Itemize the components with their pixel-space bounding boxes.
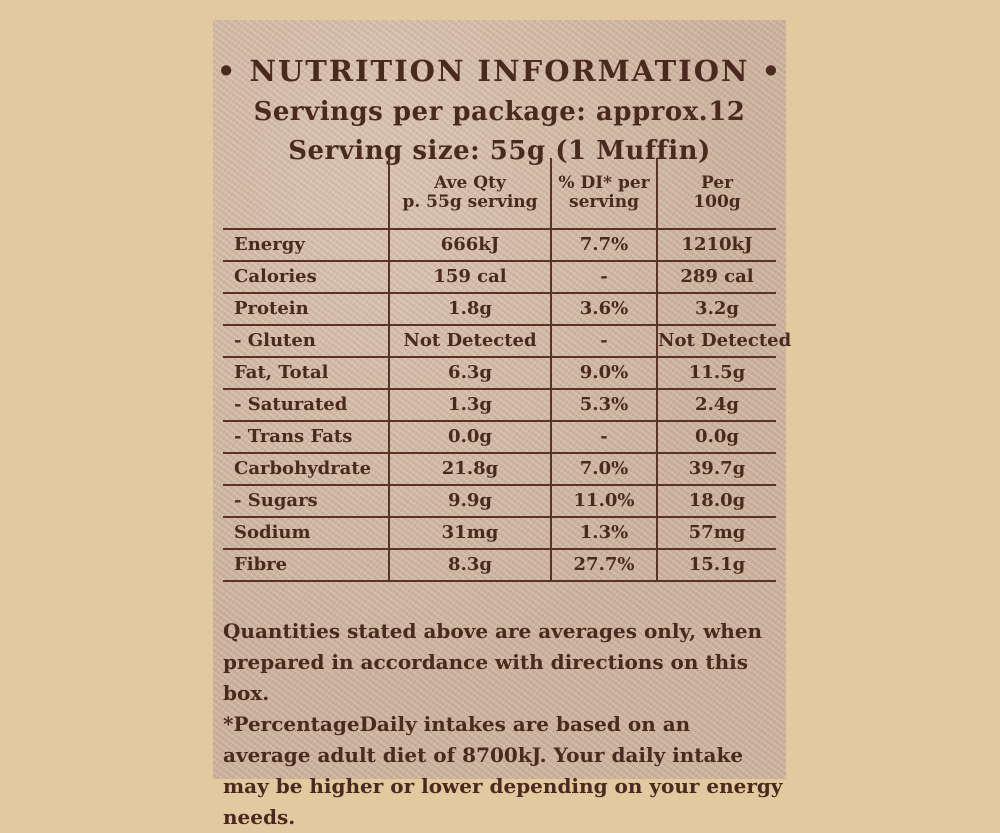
header-blank [223, 158, 389, 229]
table-row [223, 293, 776, 325]
per-serving-value: 159 cal [389, 261, 551, 293]
table-row [223, 453, 776, 485]
per-100g-value: 15.1g [657, 549, 776, 581]
per-serving-value: 21.8g [389, 453, 551, 485]
per-100g-value: 0.0g [657, 421, 776, 453]
di-value: 5.3% [551, 389, 657, 421]
footnote [223, 616, 783, 833]
table-row [223, 325, 776, 357]
di-value: 1.3% [551, 517, 657, 549]
nutrient-name: Fat, Total [223, 357, 389, 389]
per-serving-value: 1.8g [389, 293, 551, 325]
servings-per-package: Servings per package: approx.12 [253, 97, 746, 127]
table-header-row [223, 158, 776, 229]
di-value: 27.7% [551, 549, 657, 581]
nutrient-name: Carbohydrate [223, 453, 389, 485]
di-value: 11.0% [551, 485, 657, 517]
panel-title: • NUTRITION INFORMATION • [216, 54, 783, 88]
header-ave-qty: Ave Qty p. 55g serving [389, 158, 551, 229]
per-serving-value: 0.0g [389, 421, 551, 453]
per-100g-value: 18.0g [657, 485, 776, 517]
per-serving-value: 9.9g [389, 485, 551, 517]
nutrient-name: Calories [223, 261, 389, 293]
nutrient-name: - Gluten [223, 325, 389, 357]
per-100g-value: Not Detected [657, 325, 776, 357]
per-serving-value: 8.3g [389, 549, 551, 581]
table-row [223, 389, 776, 421]
table-row [223, 549, 776, 581]
table-body [223, 229, 792, 581]
per-100g-value: 57mg [657, 517, 776, 549]
per-100g-value: 2.4g [657, 389, 776, 421]
table-row [223, 517, 776, 549]
per-serving-value: 31mg [389, 517, 551, 549]
per-100g-value: 39.7g [657, 453, 776, 485]
table-row [223, 485, 776, 517]
per-serving-value: 6.3g [389, 357, 551, 389]
footnote-averages: Quantities stated above are averages only, when prepared in accordance with directions on this box. [223, 619, 763, 705]
per-serving-value: Not Detected [389, 325, 551, 357]
table-row [223, 229, 776, 261]
nutrient-name: - Saturated [223, 389, 389, 421]
nutrient-name: - Sugars [223, 485, 389, 517]
di-value: 7.7% [551, 229, 657, 261]
nutrition-panel [213, 20, 792, 829]
di-value: 7.0% [551, 453, 657, 485]
footnote-daily-intake: *PercentageDaily intakes are based on an average adult diet of 8700kJ. Your daily intake may be higher or lower depending on your energy needs. [223, 712, 783, 829]
nutrient-name: Protein [223, 293, 389, 325]
di-value: - [551, 421, 657, 453]
nutrient-name: Energy [223, 229, 389, 261]
per-100g-value: 289 cal [657, 261, 776, 293]
nutrition-table [223, 158, 792, 582]
per-serving-value: 666kJ [389, 229, 551, 261]
di-value: - [551, 261, 657, 293]
per-100g-value: 3.2g [657, 293, 776, 325]
di-value: - [551, 325, 657, 357]
nutrient-name: Sodium [223, 517, 389, 549]
table-row [223, 421, 776, 453]
header-per-100g: Per 100g [657, 158, 776, 229]
per-serving-value: 1.3g [389, 389, 551, 421]
header-di: % DI* per serving [551, 158, 657, 229]
table-row [223, 261, 776, 293]
table-row [223, 357, 776, 389]
di-value: 3.6% [551, 293, 657, 325]
nutrient-name: Fibre [223, 549, 389, 581]
per-100g-value: 11.5g [657, 357, 776, 389]
per-100g-value: 1210kJ [657, 229, 776, 261]
nutrient-name: - Trans Fats [223, 421, 389, 453]
di-value: 9.0% [551, 357, 657, 389]
serving-size: Serving size: 55g (1 Muffin) [288, 136, 711, 166]
